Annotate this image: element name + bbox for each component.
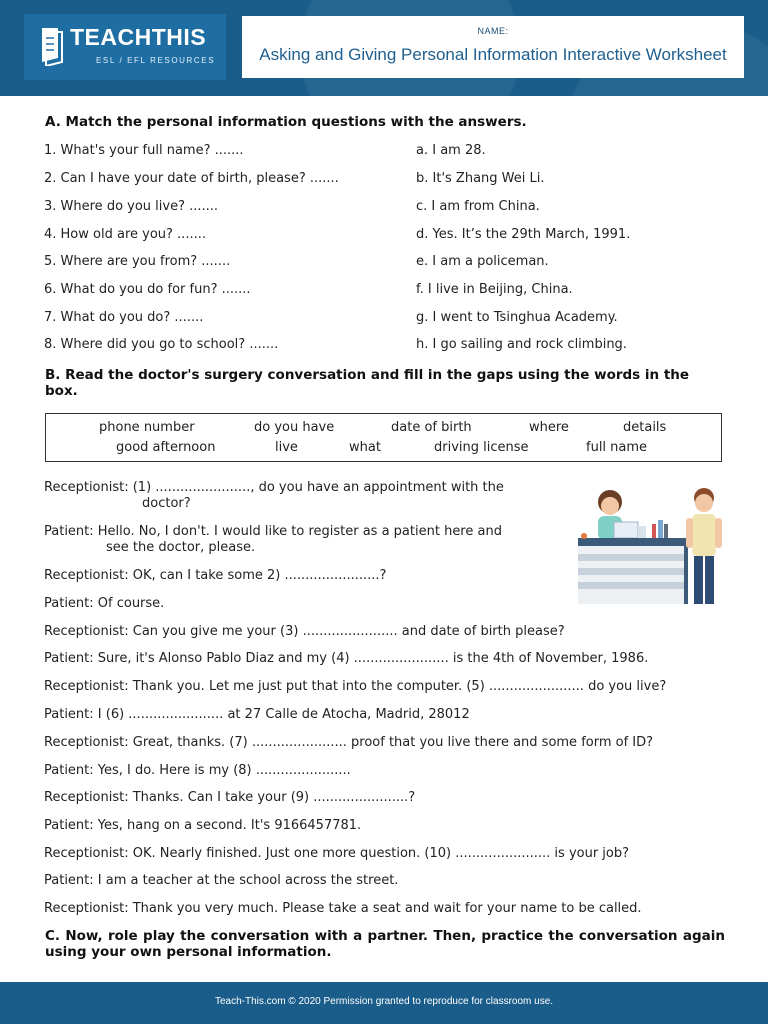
- dialogue-line: Receptionist: Thanks. Can I take your (9) .......................?: [44, 790, 416, 805]
- section-b-title: B. Read the doctor's surgery conversation and fill in the gaps using the words in the box.: [45, 367, 690, 399]
- question-item: 6. What do you do for fun? .......: [44, 282, 251, 297]
- question-item: 5. Where are you from? .......: [44, 254, 231, 269]
- word-option: good afternoon: [116, 440, 216, 455]
- answer-item: e. I am a policeman.: [416, 254, 549, 269]
- question-item: 4. How old are you? .......: [44, 227, 206, 242]
- dialogue-line: Patient: Of course.: [44, 596, 165, 611]
- match-row: [44, 337, 734, 357]
- brand-tagline: ESL / EFL RESOURCES: [96, 56, 216, 65]
- title-box: [242, 16, 744, 78]
- dialogue-line: [44, 480, 570, 512]
- dialogue-line: Receptionist: Can you give me your (3) ....................... and date of birth please?: [44, 624, 565, 639]
- dialogue-line: Patient: Sure, it's Alonso Pablo Diaz and my (4) ....................... is the 4th of November, 1986.: [44, 651, 649, 666]
- match-row: [44, 310, 734, 330]
- section-c-title: C. Now, role play the conversation with a partner. Then, practice the conversation again using your own personal information.: [45, 928, 725, 960]
- dialogue-line: Patient: I am a teacher at the school across the street.: [44, 873, 399, 888]
- word-option: do you have: [254, 420, 335, 435]
- question-item: 8. Where did you go to school? .......: [44, 337, 279, 352]
- dialogue-line: Receptionist: Great, thanks. (7) ....................... proof that you live there and some form of ID?: [44, 735, 654, 750]
- header-banner: [0, 0, 768, 96]
- word-option: what: [349, 440, 381, 455]
- answer-item: c. I am from China.: [416, 199, 540, 214]
- question-item: 2. Can I have your date of birth, please? .......: [44, 171, 339, 186]
- dialogue-line: Receptionist: Thank you very much. Please take a seat and wait for your name to be called.: [44, 901, 642, 916]
- word-box: [45, 413, 722, 462]
- answer-item: d. Yes. It’s the 29th March, 1991.: [416, 227, 631, 242]
- dialogue-line: Receptionist: OK, can I take some 2) .......................?: [44, 568, 387, 583]
- brand-name: TEACHTHIS: [70, 24, 207, 50]
- dialogue-text: Patient: Hello. No, I don't. I would like to register as a patient here and: [44, 524, 502, 539]
- question-item: 1. What's your full name? .......: [44, 143, 244, 158]
- word-option: driving license: [434, 440, 529, 455]
- word-option: live: [275, 440, 298, 455]
- dialogue-line: Receptionist: Thank you. Let me just put that into the computer. (5) ....................... do you live?: [44, 679, 667, 694]
- answer-item: f. I live in Beijing, China.: [416, 282, 573, 297]
- dialogue-line: Patient: Yes, hang on a second. It's 9166457781.: [44, 818, 362, 833]
- word-option: date of birth: [391, 420, 472, 435]
- footer-copyright: Teach-This.com © 2020 Permission granted to reproduce for classroom use.: [214, 996, 554, 1007]
- answer-item: a. I am 28.: [416, 143, 486, 158]
- dialogue-text: doctor?: [142, 496, 191, 511]
- match-row: [44, 282, 734, 302]
- answer-item: h. I go sailing and rock climbing.: [416, 337, 627, 352]
- answer-item: g. I went to Tsinghua Academy.: [416, 310, 618, 325]
- footer-bar: [0, 982, 768, 1024]
- name-label: NAME:: [477, 26, 509, 36]
- dialogue-line: Receptionist: OK. Nearly finished. Just one more question. (10) ....................... is your job?: [44, 846, 630, 861]
- word-option: where: [529, 420, 569, 435]
- dialogue-text: Receptionist: (1) ......................., do you have an appointment with the: [44, 480, 504, 495]
- question-item: 7. What do you do? .......: [44, 310, 204, 325]
- match-row: [44, 143, 734, 163]
- match-row: [44, 254, 734, 274]
- dialogue-text: see the doctor, please.: [106, 540, 256, 555]
- word-option: details: [623, 420, 667, 435]
- dialogue-line: Patient: Yes, I do. Here is my (8) .......................: [44, 763, 351, 778]
- reception-illustration: [572, 484, 728, 608]
- word-option: full name: [586, 440, 648, 455]
- page-title: Asking and Giving Personal Information Interactive Worksheet: [259, 45, 727, 64]
- match-row: [44, 199, 734, 219]
- match-row: [44, 227, 734, 247]
- match-row: [44, 171, 734, 191]
- dialogue-line: [44, 524, 570, 556]
- question-item: 3. Where do you live? .......: [44, 199, 219, 214]
- section-a-title: A. Match the personal information questions with the answers.: [45, 114, 527, 130]
- book-icon: [38, 26, 66, 66]
- answer-item: b. It's Zhang Wei Li.: [416, 171, 545, 186]
- teachthis-logo[interactable]: [24, 14, 226, 80]
- word-option: phone number: [99, 420, 195, 435]
- dialogue-line: Patient: I (6) ....................... at 27 Calle de Atocha, Madrid, 28012: [44, 707, 470, 722]
